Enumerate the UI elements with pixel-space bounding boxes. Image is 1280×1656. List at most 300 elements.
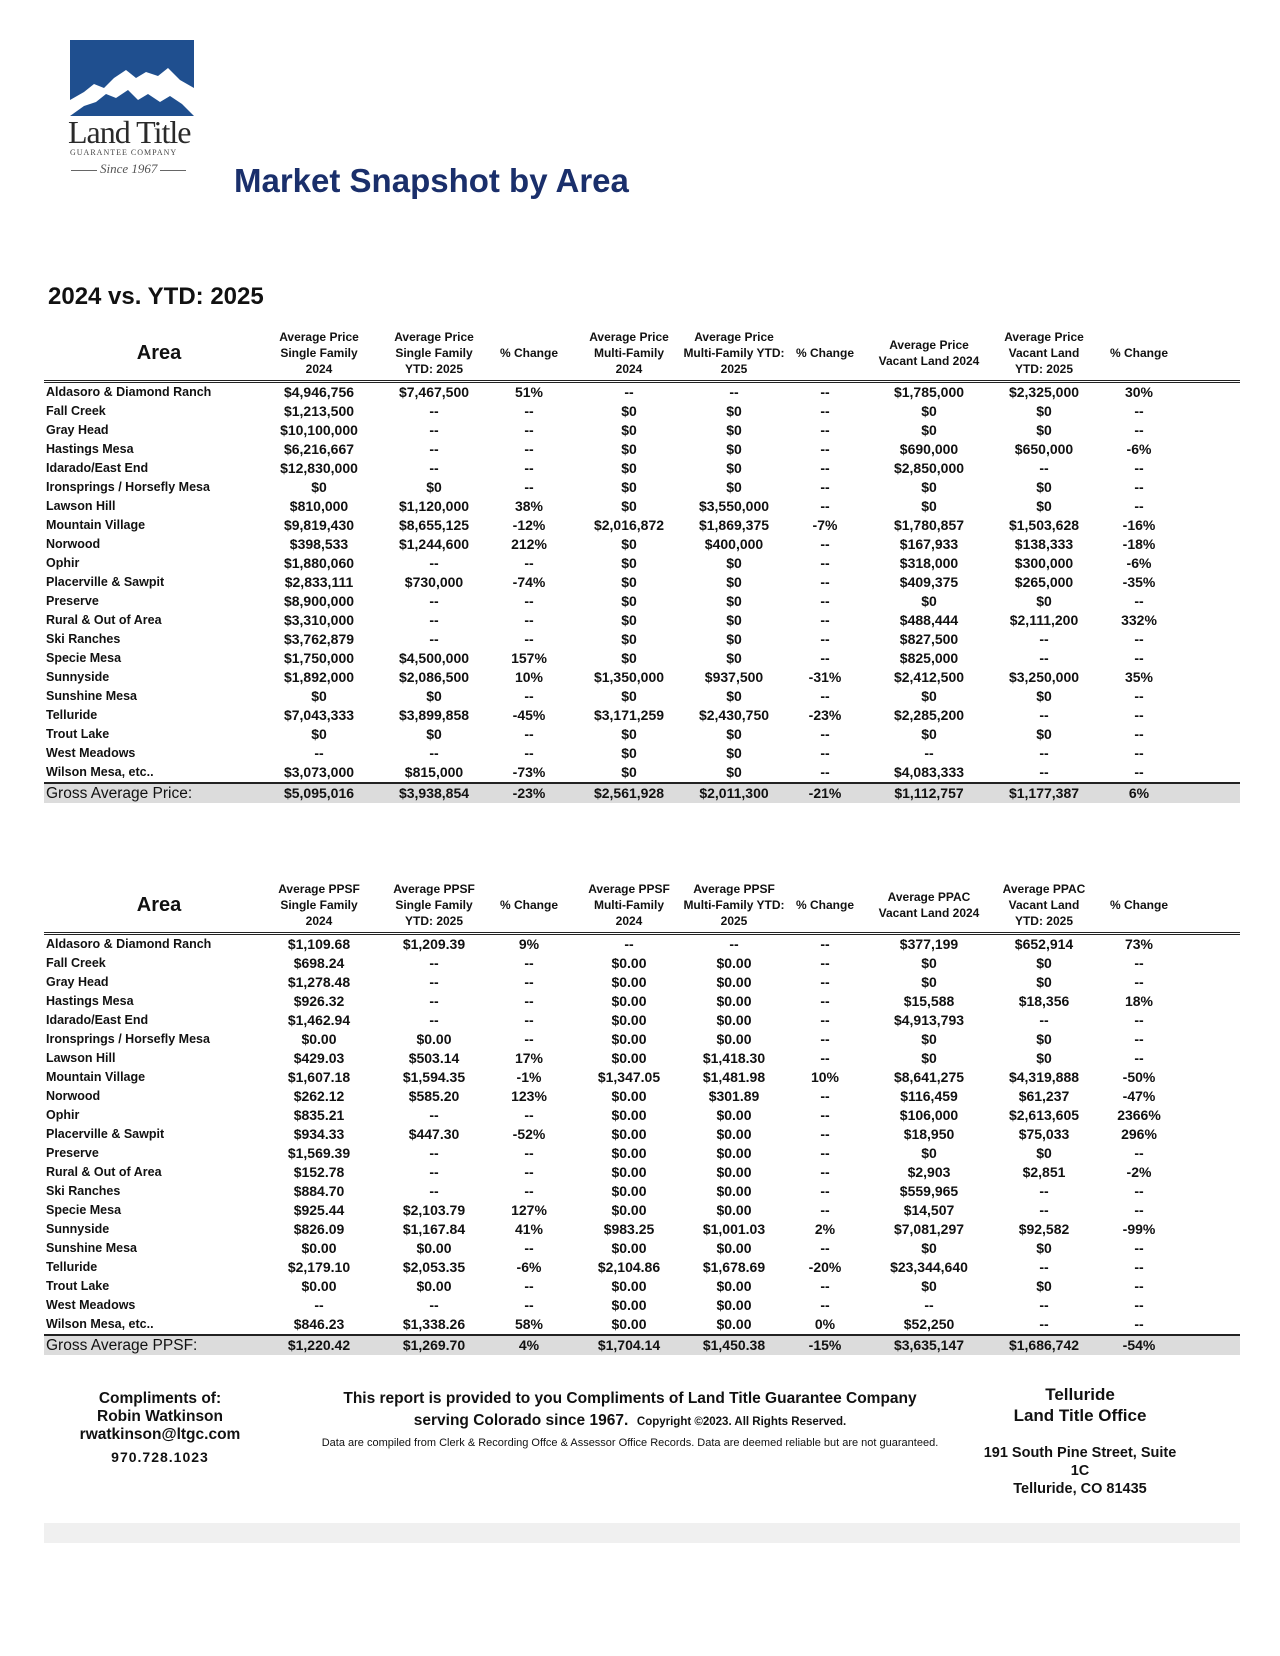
cell-mf-ytd: $0 <box>726 479 742 495</box>
company-logo <box>68 40 198 180</box>
cell-area: Aldasoro & Diamond Ranch <box>46 385 212 399</box>
cell-sf-ytd: -- <box>429 993 439 1009</box>
cell-mf-ytd: -- <box>729 936 739 952</box>
cell-vl-ytd: $4,319,888 <box>1008 1069 1080 1085</box>
table-header <box>44 326 1240 383</box>
cell-sf-ytd: -- <box>429 1145 439 1161</box>
cell-sf-change: -- <box>524 479 534 495</box>
cell-vl-ytd: $2,851 <box>1022 1164 1066 1180</box>
cell-area: Ski Ranches <box>46 1184 121 1198</box>
cell-vl-change: -- <box>1134 745 1144 761</box>
table-row <box>44 630 1240 649</box>
cell-vl-change: -- <box>1134 1031 1144 1047</box>
cell-sf-ytd: $1,120,000 <box>398 498 470 514</box>
cell-mf-change: -- <box>820 1012 830 1028</box>
table-row <box>44 1011 1240 1030</box>
cell-sf-change: 51% <box>514 384 544 400</box>
cell-sf-ytd: -- <box>429 555 439 571</box>
cell-mf-2024: $0 <box>621 631 637 647</box>
cell-sf-change: -- <box>524 1278 534 1294</box>
cell-mf-2024: $1,704.14 <box>597 1337 661 1353</box>
cell-vl-change: -- <box>1134 479 1144 495</box>
cell-sf-ytd: -- <box>429 1297 439 1313</box>
cell-sf-2024: $10,100,000 <box>280 422 358 438</box>
cell-vl-change: -- <box>1134 1183 1144 1199</box>
cell-sf-change: -- <box>524 1164 534 1180</box>
cell-mf-change: -23% <box>808 707 842 723</box>
cell-vl-2024: $0 <box>921 498 937 514</box>
header-area: Area <box>136 342 182 364</box>
cell-mf-2024: $0.00 <box>611 1050 647 1066</box>
cell-sf-ytd: $730,000 <box>404 574 464 590</box>
cell-sf-change: 212% <box>511 536 547 552</box>
cell-sf-2024: $4,946,756 <box>283 384 355 400</box>
cell-sf-change: 4% <box>518 1337 540 1353</box>
agent-name: Robin Watkinson <box>97 1408 223 1425</box>
cell-mf-ytd: $0.00 <box>716 1240 752 1256</box>
cell-mf-ytd: $0 <box>726 574 742 590</box>
cell-mf-ytd: $301.89 <box>708 1088 760 1104</box>
cell-area: Ophir <box>46 1108 80 1122</box>
cell-sf-2024: $7,043,333 <box>283 707 355 723</box>
cell-mf-2024: $2,104.86 <box>597 1259 661 1275</box>
cell-vl-2024: $0 <box>921 688 937 704</box>
cell-vl-ytd: -- <box>1039 650 1049 666</box>
cell-sf-ytd: $0.00 <box>416 1278 452 1294</box>
cell-sf-change: -6% <box>516 1259 542 1275</box>
cell-mf-change: 10% <box>810 1069 840 1085</box>
cell-sf-ytd: $0 <box>426 688 442 704</box>
cell-vl-change: -- <box>1134 403 1144 419</box>
cell-vl-change: 35% <box>1124 669 1154 685</box>
cell-vl-change: -- <box>1134 631 1144 647</box>
table-row <box>44 1258 1240 1277</box>
cell-mf-2024: $0 <box>621 688 637 704</box>
cell-sf-change: 123% <box>511 1088 547 1104</box>
header-sf-2024: Average PPSF Single Family 2024 <box>278 882 360 928</box>
cell-mf-ytd: $0.00 <box>716 1031 752 1047</box>
cell-sf-2024: $1,109.68 <box>287 936 351 952</box>
cell-mf-change: -- <box>820 745 830 761</box>
table-row <box>44 421 1240 440</box>
table-row <box>44 459 1240 478</box>
cell-sf-ytd: $2,053.35 <box>402 1259 466 1275</box>
cell-mf-2024: $0 <box>621 745 637 761</box>
cell-mf-2024: $1,347.05 <box>597 1069 661 1085</box>
cell-sf-ytd: $0 <box>426 479 442 495</box>
copyright-text: Copyright ©2023. All Rights Reserved. <box>636 1416 847 1428</box>
cell-sf-change: -- <box>524 1107 534 1123</box>
cell-vl-2024: $2,850,000 <box>893 460 965 476</box>
cell-vl-2024: $0 <box>921 974 937 990</box>
cell-area: Mountain Village <box>46 518 146 532</box>
cell-sf-change: 41% <box>514 1221 544 1237</box>
cell-mf-2024: $0.00 <box>611 1126 647 1142</box>
cell-vl-2024: $409,375 <box>899 574 959 590</box>
cell-vl-ytd: $138,333 <box>1014 536 1074 552</box>
cell-vl-2024: $1,785,000 <box>893 384 965 400</box>
cell-vl-2024: $52,250 <box>903 1316 955 1332</box>
cell-area: Mountain Village <box>46 1070 146 1084</box>
cell-vl-change: 332% <box>1121 612 1157 628</box>
header-vl-change: % Change <box>1109 346 1168 360</box>
cell-vl-change: -- <box>1134 650 1144 666</box>
cell-vl-ytd: $0 <box>1036 422 1052 438</box>
cell-sf-ytd: -- <box>429 460 439 476</box>
page-title: Market Snapshot by Area <box>234 162 629 199</box>
cell-mf-change: -- <box>820 1088 830 1104</box>
table-row <box>44 763 1240 782</box>
cell-vl-2024: $4,083,333 <box>893 764 965 780</box>
cell-mf-change: -- <box>820 536 830 552</box>
cell-sf-2024: $0 <box>311 479 327 495</box>
cell-sf-change: -23% <box>512 785 546 801</box>
cell-vl-ytd: -- <box>1039 1297 1049 1313</box>
compliments-label: Compliments of: <box>98 1390 222 1407</box>
cell-vl-ytd: $1,177,387 <box>1008 785 1080 801</box>
cell-sf-ytd: $2,103.79 <box>402 1202 466 1218</box>
cell-vl-ytd: $0 <box>1036 1278 1052 1294</box>
cell-sf-change: -- <box>524 726 534 742</box>
cell-sf-change: -- <box>524 422 534 438</box>
cell-mf-change: -- <box>820 974 830 990</box>
cell-vl-ytd: $75,033 <box>1018 1126 1070 1142</box>
cell-area: West Meadows <box>46 746 136 760</box>
cell-sf-change: -73% <box>512 764 546 780</box>
cell-mf-ytd: $0.00 <box>716 974 752 990</box>
cell-mf-change: -31% <box>808 669 842 685</box>
cell-sf-2024: $1,278.48 <box>287 974 351 990</box>
cell-vl-2024: $0 <box>921 479 937 495</box>
cell-vl-2024: $7,081,297 <box>893 1221 965 1237</box>
cell-vl-2024: $0 <box>921 1240 937 1256</box>
header-vl-ytd: Average Price Vacant Land YTD: 2025 <box>1004 330 1084 376</box>
header-mf-ytd: Average PPSF Multi-Family YTD: 2025 <box>683 882 785 928</box>
cell-mf-change: -- <box>820 441 830 457</box>
cell-mf-change: -- <box>820 1050 830 1066</box>
table-row <box>44 1182 1240 1201</box>
cell-mf-ytd: $0.00 <box>716 1145 752 1161</box>
cell-sf-change: -- <box>524 631 534 647</box>
cell-mf-ytd: $0.00 <box>716 1202 752 1218</box>
cell-mf-ytd: $0 <box>726 403 742 419</box>
cell-mf-2024: $0.00 <box>611 1164 647 1180</box>
cell-vl-2024: $0 <box>921 1050 937 1066</box>
cell-mf-2024: $983.25 <box>603 1221 655 1237</box>
cell-vl-2024: $0 <box>921 955 937 971</box>
cell-vl-2024: $0 <box>921 593 937 609</box>
cell-area: Gray Head <box>46 975 109 989</box>
cell-mf-ytd: $0.00 <box>716 1183 752 1199</box>
cell-vl-ytd: $652,914 <box>1014 936 1074 952</box>
cell-mf-change: -- <box>820 403 830 419</box>
cell-mf-change: -- <box>820 498 830 514</box>
cell-mf-2024: $0 <box>621 422 637 438</box>
table-row <box>44 992 1240 1011</box>
cell-vl-change: -- <box>1134 1316 1144 1332</box>
table-row <box>44 1201 1240 1220</box>
cell-mf-2024: $0.00 <box>611 1145 647 1161</box>
table-row <box>44 383 1240 402</box>
table-row <box>44 497 1240 516</box>
table-row <box>44 1106 1240 1125</box>
table-row <box>44 1049 1240 1068</box>
cell-mf-ytd: $0 <box>726 612 742 628</box>
cell-vl-change: -2% <box>1126 1164 1152 1180</box>
header-sf-change: % Change <box>499 346 558 360</box>
cell-sf-ytd: $1,338.26 <box>402 1316 466 1332</box>
cell-mf-2024: $0.00 <box>611 1183 647 1199</box>
cell-vl-2024: $0 <box>921 422 937 438</box>
cell-vl-2024: $1,780,857 <box>893 517 965 533</box>
cell-vl-ytd: $0 <box>1036 974 1052 990</box>
cell-mf-2024: $0 <box>621 441 637 457</box>
cell-sf-2024: $429.03 <box>293 1050 345 1066</box>
cell-sf-ytd: -- <box>429 1107 439 1123</box>
cell-sf-change: -45% <box>512 707 546 723</box>
cell-mf-change: -- <box>820 955 830 971</box>
cell-sf-ytd: -- <box>429 441 439 457</box>
cell-mf-2024: $0 <box>621 726 637 742</box>
header-vl-ytd: Average PPAC Vacant Land YTD: 2025 <box>1002 882 1086 928</box>
cell-vl-ytd: $0 <box>1036 955 1052 971</box>
cell-mf-2024: $0.00 <box>611 1012 647 1028</box>
cell-sf-ytd: $1,269.70 <box>402 1337 466 1353</box>
table-row <box>44 573 1240 592</box>
cell-vl-change: 30% <box>1124 384 1154 400</box>
cell-mf-ytd: $0 <box>726 441 742 457</box>
cell-sf-ytd: $447.30 <box>408 1126 460 1142</box>
cell-sf-2024: $262.12 <box>293 1088 345 1104</box>
cell-sf-2024: $0.00 <box>301 1240 337 1256</box>
cell-mf-2024: $0 <box>621 536 637 552</box>
cell-sf-change: -12% <box>512 517 546 533</box>
report-line-2 <box>320 1410 940 1433</box>
cell-area: Placerville & Sawpit <box>46 575 165 589</box>
cell-mf-change: -- <box>820 1183 830 1199</box>
cell-vl-ytd: $2,111,200 <box>1009 612 1079 628</box>
cell-mf-ytd: $0.00 <box>716 1297 752 1313</box>
cell-vl-2024: $1,112,757 <box>894 785 964 801</box>
cell-mf-2024: $2,561,928 <box>593 785 665 801</box>
cell-vl-ytd: $18,356 <box>1018 993 1070 1009</box>
cell-mf-change: -- <box>820 1297 830 1313</box>
cell-sf-2024: $810,000 <box>289 498 349 514</box>
cell-sf-2024: $6,216,667 <box>283 441 355 457</box>
cell-vl-2024: $827,500 <box>899 631 959 647</box>
report-notice <box>320 1388 940 1451</box>
header-sf-2024: Average Price Single Family 2024 <box>279 330 359 376</box>
cell-mf-ytd: $0 <box>726 764 742 780</box>
cell-sf-change: -- <box>524 612 534 628</box>
total-row <box>44 782 1240 803</box>
cell-mf-2024: $1,350,000 <box>593 669 665 685</box>
cell-mf-ytd: $0.00 <box>716 1164 752 1180</box>
total-row <box>44 1334 1240 1355</box>
cell-area: Placerville & Sawpit <box>46 1127 165 1141</box>
cell-mf-ytd: $1,481.98 <box>702 1069 766 1085</box>
cell-mf-2024: -- <box>624 936 634 952</box>
cell-vl-change: -- <box>1134 1012 1144 1028</box>
table-row <box>44 402 1240 421</box>
table-row <box>44 668 1240 687</box>
cell-sf-2024: $8,900,000 <box>283 593 355 609</box>
cell-mf-2024: $0 <box>621 460 637 476</box>
cell-sf-2024: -- <box>314 745 324 761</box>
cell-vl-change: -35% <box>1122 574 1156 590</box>
cell-sf-change: -- <box>524 441 534 457</box>
cell-vl-change: -- <box>1134 1259 1144 1275</box>
cell-vl-2024: $0 <box>921 403 937 419</box>
cell-sf-2024: $1,213,500 <box>283 403 355 419</box>
disclaimer-text: Data are compiled from Clerk & Recording Offce & Assessor Office Records. Data are deemed reliable but are not guaranteed. <box>321 1437 939 1449</box>
cell-vl-ytd: $0 <box>1036 1050 1052 1066</box>
cell-sf-2024: -- <box>314 1297 324 1313</box>
cell-vl-ytd: $61,237 <box>1018 1088 1070 1104</box>
cell-sf-ytd: -- <box>429 974 439 990</box>
report-line-2-text: serving Colorado since 1967. <box>413 1412 629 1429</box>
cell-vl-ytd: $1,503,628 <box>1008 517 1080 533</box>
cell-vl-change: -- <box>1134 593 1144 609</box>
cell-vl-change: -18% <box>1122 536 1156 552</box>
cell-sf-ytd: -- <box>429 403 439 419</box>
cell-vl-2024: $167,933 <box>899 536 959 552</box>
header-sf-ytd: Average Price Single Family YTD: 2025 <box>394 330 474 376</box>
cell-sf-ytd: $4,500,000 <box>398 650 470 666</box>
cell-sf-2024: $0.00 <box>301 1031 337 1047</box>
table-row <box>44 535 1240 554</box>
cell-mf-ytd: $0 <box>726 726 742 742</box>
cell-mf-change: -- <box>820 1107 830 1123</box>
cell-sf-change: -1% <box>516 1069 542 1085</box>
cell-area: Fall Creek <box>46 956 106 970</box>
cell-mf-2024: $2,016,872 <box>593 517 665 533</box>
cell-area: Preserve <box>46 1146 99 1160</box>
cell-sf-change: 157% <box>511 650 547 666</box>
cell-sf-change: -- <box>524 593 534 609</box>
cell-mf-change: -- <box>820 688 830 704</box>
cell-vl-ytd: $0 <box>1036 1031 1052 1047</box>
cell-area: Sunnyside <box>46 670 110 684</box>
logo-subtitle: GUARANTEE COMPANY <box>70 148 178 157</box>
cell-mf-2024: $0 <box>621 612 637 628</box>
header-area: Area <box>136 894 182 916</box>
cell-vl-ytd: $0 <box>1036 593 1052 609</box>
cell-sf-2024: $934.33 <box>293 1126 345 1142</box>
cell-mf-ytd: $0.00 <box>716 1126 752 1142</box>
cell-sf-ytd: $0.00 <box>416 1031 452 1047</box>
cell-sf-change: 10% <box>514 669 544 685</box>
cell-area: Gross Average PPSF: <box>46 1337 198 1354</box>
cell-vl-ytd: $0 <box>1036 1145 1052 1161</box>
cell-vl-2024: $318,000 <box>899 555 959 571</box>
cell-area: Rural & Out of Area <box>46 613 162 627</box>
cell-sf-ytd: $1,209.39 <box>402 936 466 952</box>
cell-vl-change: -47% <box>1122 1088 1156 1104</box>
cell-sf-ytd: $3,899,858 <box>398 707 470 723</box>
cell-area: Norwood <box>46 1089 101 1103</box>
cell-vl-change: 296% <box>1121 1126 1157 1142</box>
cell-mf-change: -- <box>820 764 830 780</box>
cell-vl-ytd: $0 <box>1036 403 1052 419</box>
cell-mf-2024: $0 <box>621 593 637 609</box>
cell-sf-2024: $1,462.94 <box>287 1012 351 1028</box>
table-row <box>44 1125 1240 1144</box>
cell-vl-change: -- <box>1134 688 1144 704</box>
cell-mf-change: -- <box>820 1164 830 1180</box>
cell-area: Telluride <box>46 708 98 722</box>
cell-mf-ytd: -- <box>729 384 739 400</box>
cell-sf-ytd: -- <box>429 745 439 761</box>
cell-vl-2024: $488,444 <box>899 612 959 628</box>
cell-vl-2024: $116,459 <box>900 1088 958 1104</box>
office-address <box>970 1444 1190 1498</box>
cell-mf-ytd: $0 <box>726 631 742 647</box>
table-row <box>44 687 1240 706</box>
cell-mf-2024: $0 <box>621 650 637 666</box>
cell-mf-2024: $0.00 <box>611 1297 647 1313</box>
cell-area: Hastings Mesa <box>46 994 134 1008</box>
cell-area: Ironsprings / Horsefly Mesa <box>46 480 210 494</box>
header-vl-2024: Average PPAC Vacant Land 2024 <box>878 890 980 920</box>
cell-mf-2024: $0.00 <box>611 955 647 971</box>
page-subtitle: 2024 vs. YTD: 2025 <box>48 283 264 310</box>
cell-sf-ytd: -- <box>429 593 439 609</box>
header-vl-change: % Change <box>1109 898 1168 912</box>
cell-sf-2024: $0 <box>311 726 327 742</box>
cell-vl-change: -- <box>1134 1297 1144 1313</box>
cell-sf-change: -- <box>524 1031 534 1047</box>
table-row <box>44 516 1240 535</box>
cell-vl-2024: $0 <box>921 1031 937 1047</box>
cell-vl-change: -- <box>1134 707 1144 723</box>
header-mf-2024: Average PPSF Multi-Family 2024 <box>588 882 670 928</box>
cell-sf-change: 127% <box>511 1202 547 1218</box>
cell-area: Ophir <box>46 556 80 570</box>
cell-area: Idarado/East End <box>46 461 149 475</box>
cell-sf-2024: $1,569.39 <box>287 1145 351 1161</box>
cell-mf-change: -- <box>820 612 830 628</box>
cell-sf-ytd: -- <box>429 1164 439 1180</box>
cell-vl-2024: $23,344,640 <box>890 1259 968 1275</box>
table-row <box>44 935 1240 954</box>
cell-vl-2024: $2,412,500 <box>893 669 965 685</box>
cell-mf-ytd: $0.00 <box>716 1012 752 1028</box>
cell-sf-ytd: $0 <box>426 726 442 742</box>
cell-mf-change: -- <box>820 555 830 571</box>
cell-sf-2024: $2,179.10 <box>287 1259 351 1275</box>
cell-mf-change: -- <box>820 1202 830 1218</box>
cell-area: Idarado/East End <box>46 1013 149 1027</box>
cell-area: Gray Head <box>46 423 109 437</box>
cell-mf-change: -- <box>820 1126 830 1142</box>
cell-sf-ytd: -- <box>429 1012 439 1028</box>
cell-sf-change: -- <box>524 403 534 419</box>
address-line-1: 191 South Pine Street, Suite <box>983 1445 1177 1461</box>
cell-vl-change: -6% <box>1126 555 1152 571</box>
cell-sf-ytd: $1,167.84 <box>402 1221 466 1237</box>
cell-sf-ytd: $3,938,854 <box>398 785 470 801</box>
cell-mf-change: 0% <box>814 1316 836 1332</box>
cell-sf-ytd: -- <box>429 955 439 971</box>
cell-vl-ytd: $265,000 <box>1014 574 1074 590</box>
cell-sf-ytd: -- <box>429 422 439 438</box>
cell-vl-2024: $4,913,793 <box>893 1012 965 1028</box>
cell-vl-change: -- <box>1134 1145 1144 1161</box>
cell-sf-change: -- <box>524 688 534 704</box>
cell-area: Norwood <box>46 537 101 551</box>
header-sf-change: % Change <box>499 898 558 912</box>
